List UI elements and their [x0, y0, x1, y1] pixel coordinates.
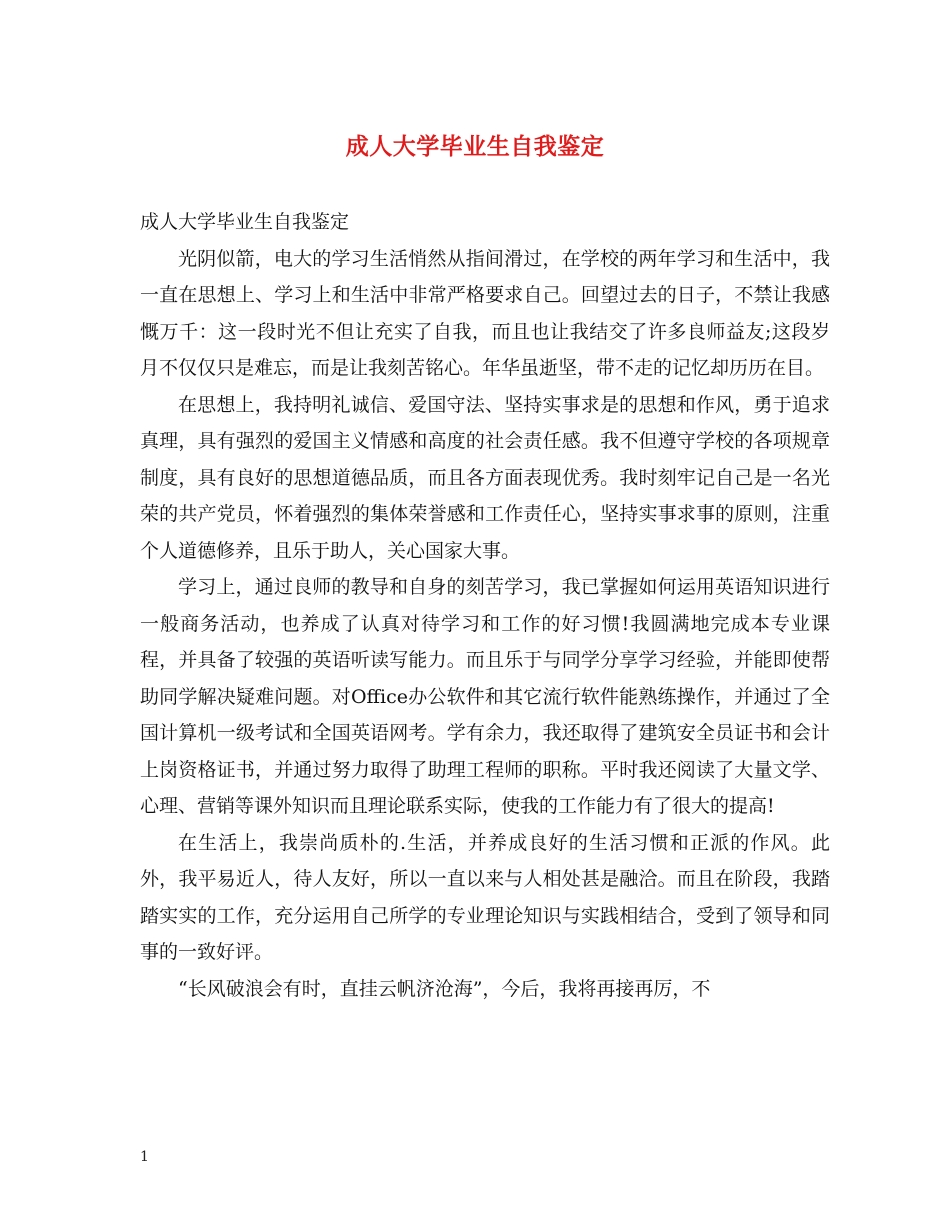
- paragraph-ideology: 在思想上，我持明礼诚信、爱国守法、坚持实事求是的思想和作风，勇于追求真理，具有强烈的爱国主义情感和高度的社会责任感。我不但遵守学校的各项规章制度，具有良好的思想道德品质，而且各方面表现优秀。我时刻牢记自己是一名光荣的共产党员，怀着强烈的集体荣誉感和工作责任心，坚持实事求事的原则，注重个人道德修养，且乐于助人，关心国家大事。: [140, 393, 830, 562]
- paragraph-intro: 光阴似箭，电大的学习生活悄然从指间滑过，在学校的两年学习和生活中，我一直在思想上、学习上和生活中非常严格要求自己。回望过去的日子，不禁让我感慨万千：这一段时光不但让充实了自我，而且也让我结交了许多良师益友;这段岁月不仅仅只是难忘，而是让我刻苦铭心。年华虽逝坚，带不走的记忆却历历在目。: [140, 247, 830, 379]
- document-body: [140, 204, 830, 1007]
- paragraph-life: 在生活上，我崇尚质朴的.生活，并养成良好的生活习惯和正派的作风。此外，我平易近人，待人友好，所以一直以来与人相处甚是融洽。而且在阶段，我踏踏实实的工作，充分运用自己所学的专业理论知识与实践相结合，受到了领导和同事的一致好评。: [140, 831, 830, 963]
- page-number: 1: [140, 1149, 149, 1165]
- paragraph-closing: “长风破浪会有时，直挂云帆济沧海”，今后，我将再接再厉，不: [178, 977, 711, 1000]
- paragraph-study: 学习上，通过良师的教导和自身的刻苦学习，我已掌握如何运用英语知识进行一般商务活动，也养成了认真对待学习和工作的好习惯!我圆满地完成本专业课程，并具备了较强的英语听读写能力。而且乐于与同学分享学习经验，并能即使帮助同学解决疑难问题。对Office办公软件和其它流行软件能熟练操作，并通过了全国计算机一级考试和全国英语网考。学有余力，我还取得了建筑安全员证书和会计上岗资格证书，并通过努力取得了助理工程师的职称。平时我还阅读了大量文学、心理、营销等课外知识而且理论联系实际，使我的工作能力有了很大的提高!: [140, 576, 830, 817]
- document-title: 成人大学毕业生自我鉴定: [345, 134, 605, 160]
- document-heading: 成人大学毕业生自我鉴定: [140, 211, 350, 233]
